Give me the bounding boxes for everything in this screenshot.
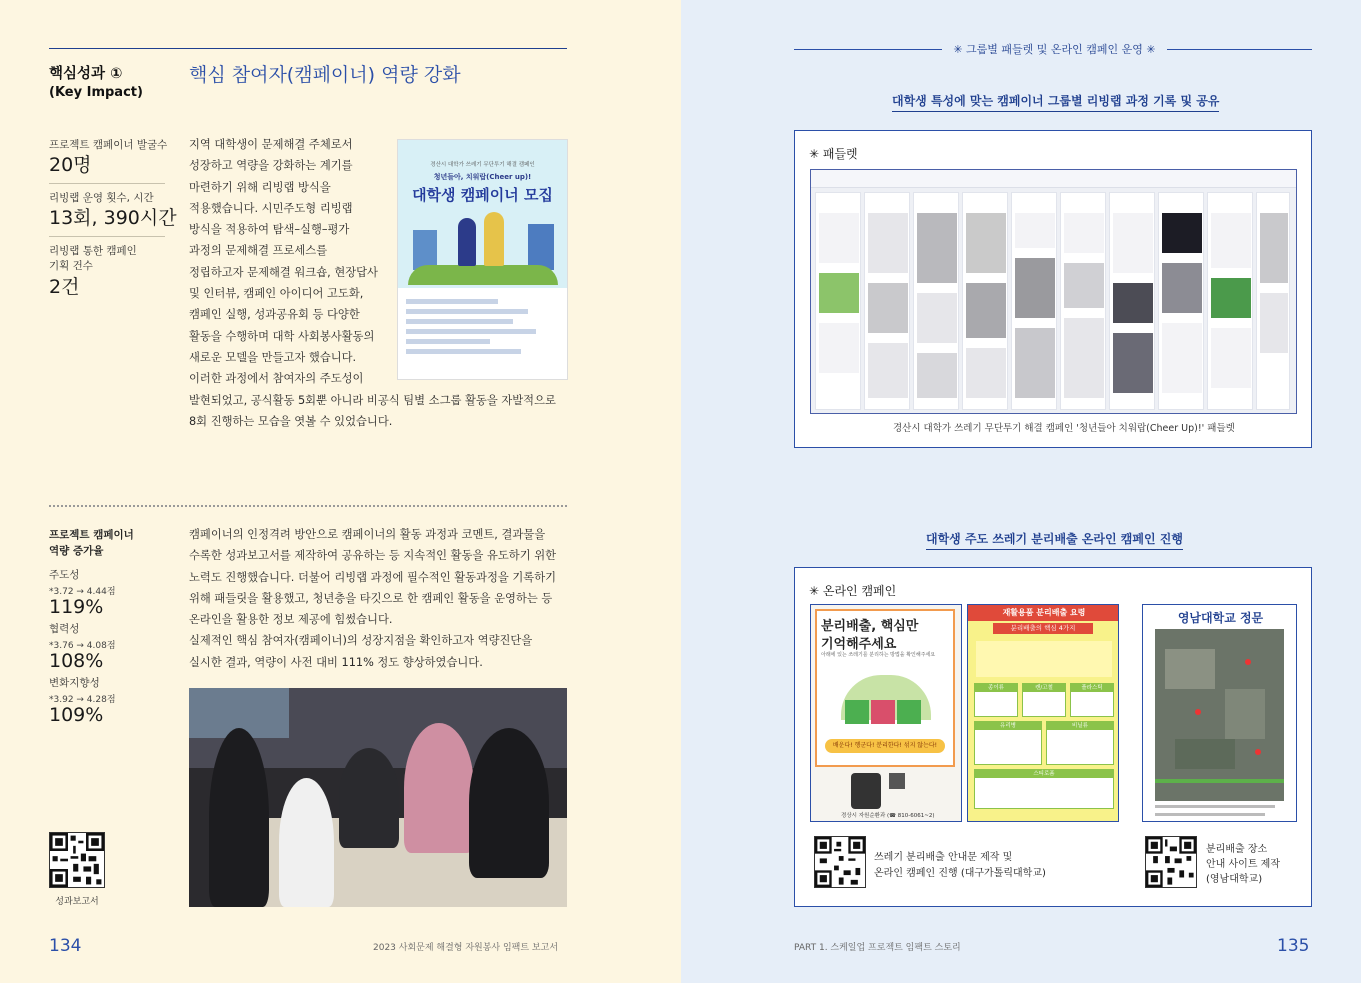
workshop-photo [189,688,567,907]
poster-title-line1: 청년들아, 치워랍(Cheer up)! [433,173,532,181]
panel-title-padlet: ✳ 패들렛 [809,147,858,161]
kpi-title: 핵심성과 ① [49,66,123,82]
stat-divider [49,183,165,184]
campaign-card-recycling-core [810,604,962,822]
stat-value-livinglab: 13회, 390시간 [49,207,177,229]
report-qr-code[interactable] [49,832,105,888]
text-line: 적용했습니다. 시민주도형 리빙랩 [189,201,353,215]
stat-value-campaigners: 20명 [49,154,92,176]
text-line: 캠페이너의 인정격려 방안으로 캠페이너의 활동 과정과 코멘트, 결과물을 [189,528,546,541]
kpi-subtitle: (Key Impact) [49,85,143,100]
panel-title-online-campaign: ✳ 온라인 캠페인 [809,584,897,598]
card2-item: 비닐류 [1047,722,1113,730]
text-line: 이러한 과정에서 참여자의 주도성이 [189,372,364,386]
stat-label-line: 리빙랩 통한 캠페인 [49,245,137,257]
text-line: 실제적인 핵심 참여자(캠페이너)의 성장지점을 확인하고자 역량진단을 [189,634,533,648]
card1-banner: 배운다! 헹군다! 분리한다! 섞지 않는다! [825,739,945,753]
campaign-card-map [1142,604,1297,822]
caption-line: (영남대학교) [1206,874,1263,885]
stat-label-livinglab: 리빙랩 운영 횟수, 시간 [49,192,154,204]
footer-right: PART 1. 스케일업 프로젝트 임팩트 스토리 [794,943,961,953]
text-line: 발현되었고, 공식활동 5회뿐 아니라 비공식 팀별 소그룹 활동을 자발적으로 [189,393,556,407]
top-rule [49,48,567,49]
campaign-qr-caption [874,850,1046,882]
capacity-name: 주도성 [49,569,80,581]
card1-description: 아래에 있는 쓰레기를 분리하는 방법을 확인해주세요 [821,652,936,658]
capacity-name: 협력성 [49,623,80,635]
text-line: 및 인터뷰, 캠페인 아이디어 고도화, [189,287,364,301]
card2-item: 유리병 [975,722,1041,730]
paragraph-report [189,524,569,673]
capacity-value: 108% [49,650,104,672]
section-title: ✳ 그룹별 패들렛 및 온라인 캠페인 운영 ✳ [953,43,1156,56]
subheading-padlet: 대학생 특성에 맞는 캠페이너 그룹별 리빙랩 과정 기록 및 공유 [892,92,1219,112]
card3-title: 영남대학교 정문 [1177,611,1264,625]
capacity-value: 109% [49,704,104,726]
caption-line: 온라인 캠페인 진행 (대구가톨릭대학교) [874,868,1046,879]
text-line: 정립하고자 문제해결 워크숍, 현장답사 [189,265,378,279]
card2-item: 플라스틱 [1071,684,1113,692]
poster-title-line2: 대학생 캠페이너 모집 [412,186,553,204]
text-line: 실시한 결과, 역량이 사전 대비 111% 정도 향상하였습니다. [189,655,483,669]
capacity-value: 119% [49,596,104,618]
text-line: 성장하고 역량을 강화하는 계기를 [189,159,353,173]
text-line: 마련하기 위해 리빙랩 방식을 [189,180,331,194]
poster-small-text: 경산시 대학가 쓰레기 무단투기 해결 캠페인 [430,162,535,168]
capacity-note: *3.76 → 4.08점 [49,641,116,651]
capacity-heading-line: 프로젝트 캠페이너 [49,529,134,541]
text-line: 방식을 적용하여 탐색–실행–평가 [189,223,350,237]
padlet-toolbar [811,170,1296,188]
section-divider [49,505,567,507]
text-line: 위해 패들릿을 활용했고, 청년층을 타깃으로 한 캠페인 활동을 운영하는 등 [189,591,553,605]
card1-footer: 경상시 자원순환과 (☎ 810-6061~2) [841,813,935,819]
card2-title: 재활용품 분리배출 요령 [968,605,1119,621]
stat-label-line: 기획 건수 [49,260,93,272]
card2-subtitle: 분리배출의 핵심 4가지 [993,623,1093,634]
padlet-caption: 경산시 대학가 쓰레기 무단투기 해결 캠페인 '청년들아 치워랍(Cheer Up)!' 패들렛 [893,423,1235,434]
caption-line: 안내 사이트 제작 [1206,859,1280,870]
padlet-screenshot [810,169,1297,414]
capacity-heading [49,527,134,559]
stat-divider [49,236,165,237]
card2-item: 스티로폼 [975,770,1113,778]
card1-title-line1: 분리배출, 핵심만 [821,619,919,634]
qr-caption-report: 성과보고서 [55,897,99,907]
map-qr-caption [1206,842,1280,887]
text-line: 새로운 모델을 만들고자 했습니다. [189,350,357,364]
text-line: 지역 대학생이 문제해결 주체로서 [189,138,353,151]
text-line: 노력도 진행했습니다. 더불어 리빙랩 과정에 필수적인 활동과정을 기록하기 [189,570,557,584]
capacity-note: *3.72 → 4.44점 [49,587,116,597]
caption-line: 분리배출 장소 [1206,844,1268,855]
campaign-card-recycling-guide [967,604,1119,822]
subheading-online-campaign: 대학생 주도 쓰레기 분리배출 온라인 캠페인 진행 [926,530,1183,550]
page-number-right: 135 [1277,936,1310,956]
campaigner-recruit-poster [397,139,568,380]
card2-item: 캔/고철 [1023,684,1065,692]
stat-label-campaigners: 프로젝트 캠페이너 발굴수 [49,139,168,151]
text-line: 활동을 수행하며 대학 사회봉사활동의 [189,329,375,343]
card2-item: 종이류 [975,684,1017,692]
page-number-left: 134 [49,936,82,956]
page-headline: 핵심 참여자(캠페이너) 역량 강화 [189,64,461,86]
stat-value-campaign-plan: 2건 [49,276,80,298]
stat-label-campaign-plan [49,244,137,274]
text-line: 수록한 성과보고서를 제작하여 공유하는 등 지속적인 활동을 유도하기 위한 [189,549,557,563]
poster-illustration [408,210,558,285]
text-line: 과정의 문제해결 프로세스를 [189,244,328,258]
capacity-heading-line: 역량 증가율 [49,545,104,557]
campaign-qr-code[interactable] [814,836,866,888]
text-line: 8회 진행하는 모습을 엿볼 수 있었습니다. [189,414,393,428]
text-line: 온라인을 활용한 정보 제공에 힘썼습니다. [189,613,393,627]
capacity-name: 변화지향성 [49,677,100,689]
poster-header [398,140,567,288]
poster-details [398,288,567,365]
card1-title-line2: 기억해주세요 [821,637,897,652]
map-site-qr-code[interactable] [1145,836,1197,888]
capacity-note: *3.92 → 4.28점 [49,695,116,705]
padlet-columns [815,192,1292,412]
footer-left: 2023 사회문제 해결형 자원봉사 임팩트 보고서 [373,943,559,953]
caption-line: 쓰레기 분리배출 안내문 제작 및 [874,852,1013,863]
text-line: 캠페인 실행, 성과공유회 등 다양한 [189,308,360,322]
section-header [794,40,1312,60]
